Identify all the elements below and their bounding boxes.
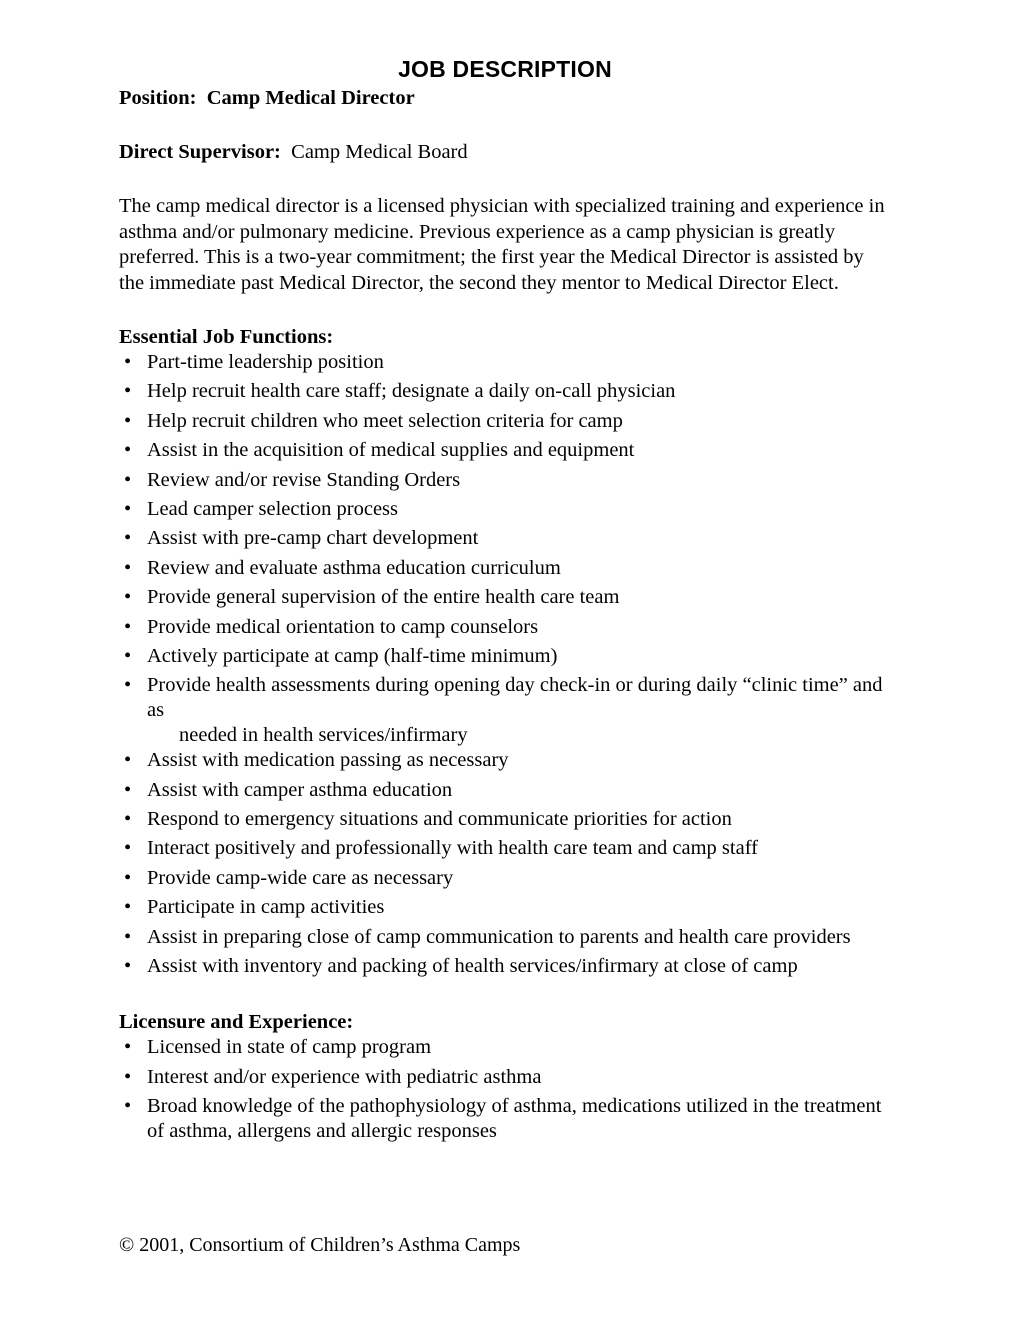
list-item	[119, 497, 895, 526]
list-item	[119, 1094, 895, 1146]
list-item-text-continuation: needed in health services/infirmary	[179, 724, 468, 747]
list-item	[119, 807, 895, 836]
list-item	[119, 895, 895, 924]
spacer-after-supervisor	[119, 165, 895, 194]
list-item-text: Assist in the acquisition of medical supplies and equipment	[147, 439, 635, 462]
spacer-after-position	[119, 111, 895, 140]
bullet-icon: •	[124, 527, 132, 550]
bullet-icon: •	[124, 955, 132, 978]
list-item-text: Provide general supervision of the entire health care team	[147, 586, 620, 609]
spacer-before-licensure	[119, 983, 895, 1010]
list-item-text: Provide health assessments during opening day check-in or during daily “clinic time” and as	[147, 674, 883, 722]
list-item	[119, 954, 895, 983]
list-item	[119, 526, 895, 555]
list-item-text: Assist with camper asthma education	[147, 778, 453, 801]
field-position	[119, 86, 895, 111]
bullet-icon: •	[124, 586, 132, 609]
list-item	[119, 379, 895, 408]
list-item	[119, 673, 895, 748]
bullet-icon: •	[124, 1065, 132, 1088]
list-item	[119, 585, 895, 614]
field-position-spacer	[196, 87, 206, 109]
bullet-icon: •	[124, 468, 132, 491]
field-position-value: Camp Medical Director	[206, 87, 415, 109]
bullet-icon: •	[124, 615, 132, 638]
list-item	[119, 409, 895, 438]
bullet-icon: •	[124, 808, 132, 831]
list-item-text: Review and/or revise Standing Orders	[147, 468, 461, 491]
list-item-text: Actively participate at camp (half-time minimum)	[147, 644, 558, 667]
bullet-icon: •	[124, 778, 132, 801]
list-item-text: Assist with medication passing as necessary	[147, 749, 509, 772]
list-item-text: Lead camper selection process	[147, 497, 399, 520]
intro-paragraph: The camp medical director is a licensed physician with specialized training and experience in asthma and/or pulmonary medicine. Previous experience as a camp physician is greatly preferred. This is a two-year commitment; the first year the Medical Director is assisted by the immediate past Medical Director, the second they mentor to Medical Director Elect.	[119, 195, 885, 294]
essential-job-functions-list	[119, 350, 895, 983]
list-item-text: Part-time leadership position	[147, 351, 384, 373]
list-item-text: Participate in camp activities	[147, 896, 385, 919]
list-item-text: Assist with inventory and packing of health services/infirmary at close of camp	[147, 955, 798, 978]
list-item-text: Help recruit health care staff; designate a daily on-call physician	[147, 380, 676, 403]
bullet-icon: •	[124, 1095, 132, 1118]
list-item	[119, 1035, 895, 1064]
list-item	[119, 1065, 895, 1094]
list-item-text: Licensed in state of camp program	[147, 1036, 432, 1059]
bullet-icon: •	[124, 439, 132, 462]
bullet-icon: •	[124, 837, 132, 860]
list-item-text: Provide medical orientation to camp counselors	[147, 615, 539, 638]
bullet-icon: •	[124, 749, 132, 772]
page-title: JOB DESCRIPTION	[398, 56, 612, 82]
list-item-text: Interact positively and professionally with health care team and camp staff	[147, 837, 758, 860]
list-item	[119, 644, 895, 673]
list-item	[119, 468, 895, 497]
bullet-icon: •	[124, 925, 132, 948]
bullet-icon: •	[124, 866, 132, 889]
bullet-icon: •	[124, 497, 132, 520]
field-supervisor-label: Direct Supervisor:	[119, 141, 281, 163]
list-item-text: Help recruit children who meet selection criteria for camp	[147, 409, 623, 432]
list-item	[119, 438, 895, 467]
copyright-footer: © 2001, Consortium of Children’s Asthma Camps	[119, 1234, 521, 1256]
field-supervisor-spacer	[281, 141, 291, 163]
list-item	[119, 556, 895, 585]
list-item	[119, 615, 895, 644]
bullet-icon: •	[124, 556, 132, 579]
list-item-text: Assist in preparing close of camp communication to parents and health care providers	[147, 925, 851, 948]
bullet-icon: •	[124, 644, 132, 667]
list-item	[119, 836, 895, 865]
bullet-icon: •	[124, 380, 132, 403]
document-body	[119, 56, 895, 1146]
licensure-and-experience-list	[119, 1035, 895, 1146]
bullet-icon: •	[124, 674, 132, 697]
list-item-text: Assist with pre-camp chart development	[147, 527, 479, 550]
list-item-text: Provide camp-wide care as necessary	[147, 866, 454, 889]
list-item-text: Broad knowledge of the pathophysiology of asthma, medications utilized in the treatment of asthma, allergens and allergic responses	[147, 1095, 882, 1143]
list-item	[119, 866, 895, 895]
list-item	[119, 778, 895, 807]
field-supervisor-value: Camp Medical Board	[291, 141, 468, 163]
list-item	[119, 748, 895, 777]
list-item	[119, 350, 895, 379]
field-position-label: Position:	[119, 87, 197, 109]
spacer-after-intro	[119, 296, 895, 325]
bullet-icon: •	[124, 409, 132, 432]
list-item-text: Review and evaluate asthma education curriculum	[147, 556, 561, 579]
field-supervisor	[119, 140, 895, 165]
section-heading-essential-job-functions: Essential Job Functions:	[119, 326, 334, 348]
bullet-icon: •	[124, 351, 132, 373]
list-item-text: Respond to emergency situations and communicate priorities for action	[147, 808, 732, 831]
list-item	[119, 925, 895, 954]
bullet-icon: •	[124, 896, 132, 919]
list-item-text: Interest and/or experience with pediatric asthma	[147, 1065, 542, 1088]
bullet-icon: •	[124, 1036, 132, 1059]
section-heading-licensure-and-experience: Licensure and Experience:	[119, 1011, 354, 1034]
